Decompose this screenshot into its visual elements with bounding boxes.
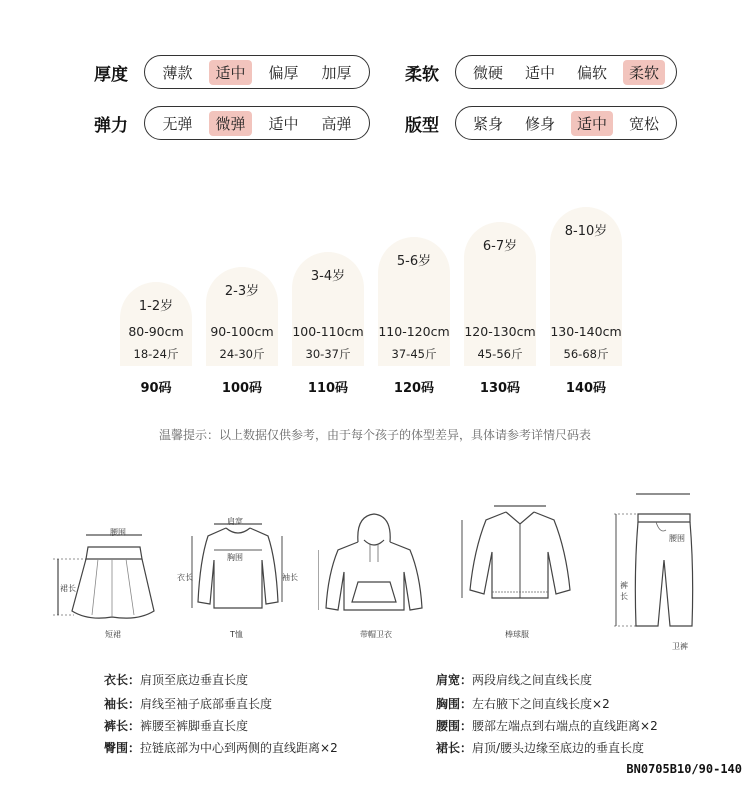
definition-term: 臀围： — [104, 741, 141, 755]
definition-desc: 肩顶至底边垂直长度 — [140, 673, 249, 687]
hoodie-body — [326, 542, 422, 610]
size-height: 80-90cm — [128, 324, 184, 339]
tshirt-shoulder-label: 肩宽 — [227, 517, 243, 526]
attr-label-thickness: 厚度 — [94, 64, 128, 85]
size-weight: 56-68斤 — [563, 347, 609, 361]
size-age: 2-3岁 — [224, 284, 260, 299]
attr-opt: 紧身 — [472, 114, 503, 133]
size-height: 110-120cm — [378, 324, 450, 339]
size-age: 3-4岁 — [310, 269, 346, 284]
attr-options-thickness — [144, 55, 370, 89]
product-code: BN0705B10/90-140 — [626, 762, 742, 776]
attr-label-softness: 柔软 — [405, 64, 439, 85]
attr-opt-selected: 适中 — [571, 111, 613, 136]
pants-waist-label: 腰围 — [669, 534, 685, 543]
definition-term: 腰围： — [436, 719, 473, 733]
size-code: 90码 — [140, 381, 172, 396]
attr-opt: 高弹 — [321, 114, 352, 133]
definition-term: 裙长： — [436, 741, 473, 755]
size-height: 120-130cm — [464, 324, 536, 339]
skirt-waistband — [86, 547, 142, 559]
size-code: 110码 — [307, 381, 349, 396]
size-age: 8-10岁 — [564, 224, 608, 239]
attr-row-softness — [403, 55, 677, 89]
definition-row — [436, 695, 610, 712]
definition-row — [104, 739, 338, 756]
attr-label-fit: 版型 — [405, 115, 439, 136]
attr-row-thickness — [92, 55, 370, 89]
definition-term: 裤长： — [104, 719, 141, 733]
attr-opt: 适中 — [268, 114, 299, 133]
attr-options-elasticity — [144, 106, 370, 140]
definition-desc: 左右腋下之间直线长度×2 — [472, 697, 610, 711]
tshirt-sleeve-label: 袖长 — [282, 573, 298, 582]
size-age: 1-2岁 — [138, 299, 174, 314]
definition-desc: 裤腰至裤脚垂直长度 — [140, 719, 249, 733]
attr-opt: 宽松 — [628, 114, 659, 133]
size-weight: 45-56斤 — [477, 347, 523, 361]
hoodie-hood — [358, 514, 390, 542]
size-age: 5-6岁 — [396, 254, 432, 269]
definition-row — [104, 717, 248, 734]
attr-opt: 薄款 — [162, 63, 193, 82]
attr-options-softness — [455, 55, 677, 89]
definition-desc: 肩线至袖子底部垂直长度 — [140, 697, 273, 711]
hoodie-diagram — [318, 510, 430, 625]
tip-text: 温馨提示：以上数据仅供参考，由于每个孩子的体型差异，具体请参考详情尺码表 — [158, 428, 591, 442]
attr-opt: 微硬 — [472, 63, 503, 82]
size-code: 100码 — [221, 381, 263, 396]
attr-opt: 偏厚 — [268, 63, 299, 82]
size-age: 6-7岁 — [482, 239, 518, 254]
definition-term: 肩宽： — [436, 673, 473, 687]
attr-opt-selected: 柔软 — [623, 60, 665, 85]
definition-row — [104, 671, 248, 688]
jacket-diagram — [460, 500, 580, 612]
tshirt-length-label: 衣长 — [177, 573, 193, 582]
definition-row — [436, 671, 592, 688]
jacket-collar — [506, 512, 534, 524]
size-weight: 37-45斤 — [391, 347, 437, 361]
definition-desc: 拉链底部为中心到两侧的直线距离×2 — [140, 741, 338, 755]
size-height: 130-140cm — [550, 324, 622, 339]
definition-row — [436, 717, 658, 734]
attr-row-fit — [403, 106, 677, 140]
attr-opt: 修身 — [524, 114, 555, 133]
skirt-waist-label: 腰围 — [110, 528, 126, 537]
definition-desc: 腰部左端点到右端点的直线距离×2 — [472, 719, 658, 733]
tshirt-diagram — [188, 510, 288, 632]
pants-length-label: 裤长 — [620, 581, 628, 601]
definition-term: 衣长： — [104, 673, 141, 687]
size-height: 100-110cm — [292, 324, 364, 339]
size-weight: 30-37斤 — [305, 347, 351, 361]
tshirt-collar — [226, 528, 250, 533]
pants-name: 卫裤 — [672, 642, 688, 651]
attr-label-elasticity: 弹力 — [94, 115, 128, 136]
definition-term: 胸围： — [436, 697, 473, 711]
pants-waistband — [638, 514, 690, 522]
size-weight: 18-24斤 — [133, 347, 179, 361]
attr-opt: 加厚 — [321, 63, 352, 82]
attr-opt-selected: 微弹 — [209, 111, 251, 136]
pants-diagram — [600, 490, 700, 640]
jacket-name: 棒球服 — [505, 630, 529, 639]
size-code: 140码 — [565, 381, 607, 396]
size-height: 90-100cm — [210, 324, 274, 339]
attr-options-fit — [455, 106, 677, 140]
size-weight: 24-30斤 — [219, 347, 265, 361]
definition-row — [436, 739, 644, 756]
size-code: 120码 — [393, 381, 435, 396]
skirt-length-label: 裙长 — [60, 584, 76, 593]
tshirt-chest-label: 胸围 — [227, 553, 243, 562]
attr-opt-selected: 适中 — [209, 60, 251, 85]
definition-desc: 肩顶/腰头边缘至底边的垂直长度 — [472, 741, 645, 755]
attr-opt: 适中 — [524, 63, 555, 82]
size-code: 130码 — [479, 381, 521, 396]
tshirt-name: T恤 — [230, 630, 243, 639]
definition-desc: 两段肩线之间直线长度 — [472, 673, 593, 687]
tshirt-body — [198, 528, 278, 608]
skirt-name: 短裙 — [105, 630, 121, 639]
hoodie-pocket — [352, 582, 396, 602]
hoodie-name: 带帽卫衣 — [360, 630, 392, 639]
attr-opt: 偏软 — [576, 63, 607, 82]
skirt-body — [72, 559, 154, 618]
attr-row-elasticity — [92, 106, 370, 140]
definition-term: 袖长： — [104, 697, 141, 711]
definition-row — [104, 695, 272, 712]
attr-opt: 无弹 — [162, 114, 193, 133]
